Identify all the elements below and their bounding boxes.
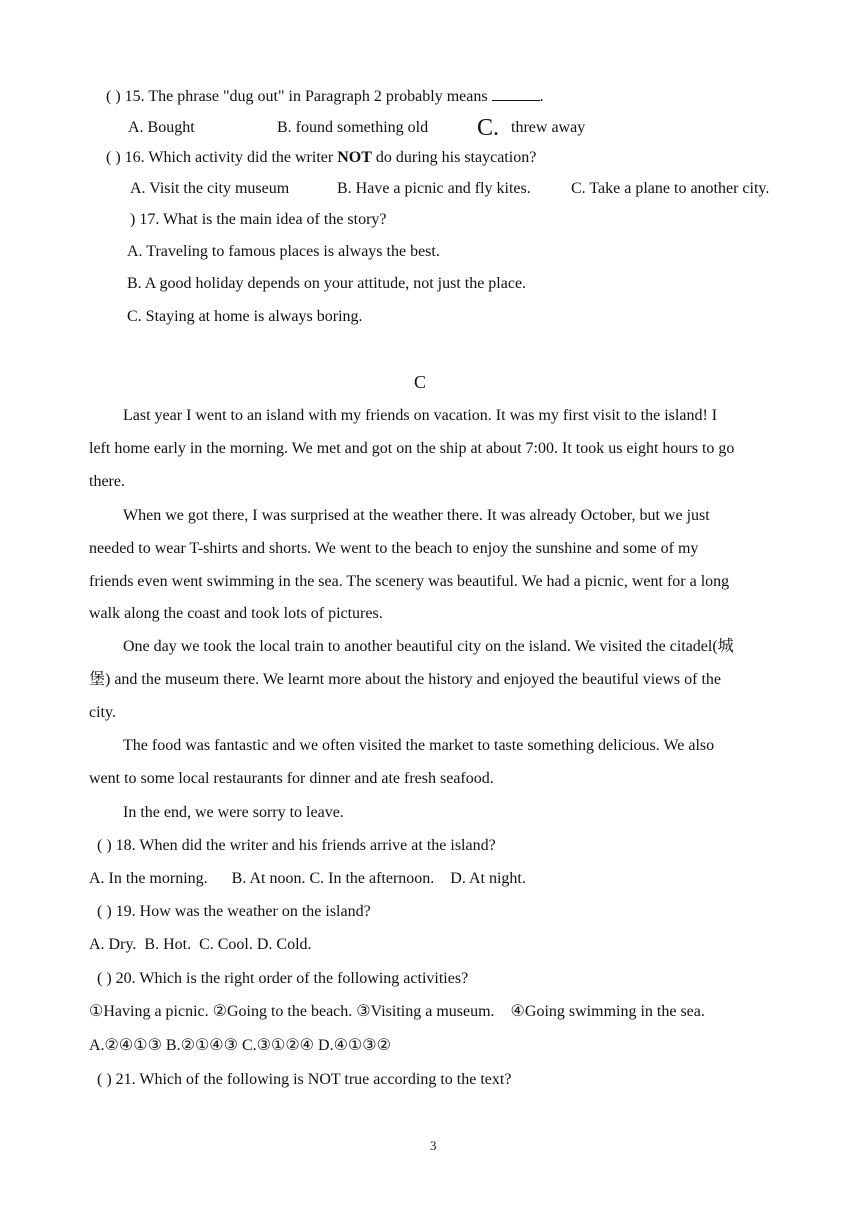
q20-options: A.②④①③ B.②①④③ C.③①②④ D.④①③② <box>89 1037 391 1054</box>
passage-line: city. <box>89 704 116 721</box>
q16-stem-text: ( ) 16. Which activity did the writer <box>106 149 338 166</box>
question-17-stem: ) 17. What is the main idea of the story? <box>130 211 387 228</box>
passage-line: went to some local restaurants for dinner and ate fresh seafood. <box>89 770 494 787</box>
question-16-stem <box>106 147 536 169</box>
question-15-stem <box>106 86 544 108</box>
q16-stem-end: do during his staycation? <box>371 149 537 166</box>
q15-stem-text: ( ) 15. The phrase "dug out" in Paragraph 2 probably means <box>106 88 492 105</box>
q15-option-c-letter: C. <box>477 115 500 141</box>
q16-not-emphasis: NOT <box>337 149 372 166</box>
q17-option-b: B. A good holiday depends on your attitude, not just the place. <box>127 275 527 292</box>
passage-line: The food was fantastic and we often visited the market to taste something delicious. We also <box>123 737 715 754</box>
q15-stem-end: . <box>539 88 544 105</box>
question-20-stem: ( ) 20. Which is the right order of the following activities? <box>97 970 469 987</box>
passage-line: friends even went swimming in the sea. The scenery was beautiful. We had a picnic, went for a long <box>89 573 730 590</box>
q15-option-a: A. Bought <box>128 119 195 136</box>
q16-option-b: B. Have a picnic and fly kites. <box>337 180 531 197</box>
page-number: 3 <box>430 1138 437 1153</box>
passage-line: In the end, we were sorry to leave. <box>123 804 344 821</box>
passage-line: walk along the coast and took lots of pictures. <box>89 605 383 622</box>
q15-option-c <box>477 114 585 139</box>
passage-line: needed to wear T-shirts and shorts. We went to the beach to enjoy the sunshine and some of my <box>89 540 699 557</box>
q18-options: A. In the morning. B. At noon. C. In the afternoon. D. At night. <box>89 870 526 887</box>
q19-options: A. Dry. B. Hot. C. Cool. D. Cold. <box>89 936 312 953</box>
q17-option-a: A. Traveling to famous places is always the best. <box>127 243 440 260</box>
q15-option-b: B. found something old <box>277 119 429 136</box>
q20-activity-list: ①Having a picnic. ②Going to the beach. ③Visiting a museum. ④Going swimming in the sea. <box>89 1003 705 1020</box>
question-21-stem: ( ) 21. Which of the following is NOT true according to the text? <box>97 1071 512 1088</box>
answer-blank <box>492 88 540 101</box>
question-19-stem: ( ) 19. How was the weather on the island? <box>97 903 371 920</box>
q17-option-c: C. Staying at home is always boring. <box>127 308 363 325</box>
section-heading: C <box>414 372 427 392</box>
passage-line: When we got there, I was surprised at the weather there. It was already October, but we just <box>123 507 710 524</box>
passage-line: there. <box>89 473 125 490</box>
passage-line: One day we took the local train to another beautiful city on the island. We visited the citadel(城 <box>123 638 734 655</box>
q16-option-a: A. Visit the city museum <box>130 180 290 197</box>
question-18-stem: ( ) 18. When did the writer and his friends arrive at the island? <box>97 837 496 854</box>
passage-line: left home early in the morning. We met and got on the ship at about 7:00. It took us eight hours to go <box>89 440 735 457</box>
q15-option-c-text: threw away <box>511 119 586 136</box>
passage-line: Last year I went to an island with my friends on vacation. It was my first visit to the island! I <box>123 407 718 424</box>
q16-option-c: C. Take a plane to another city. <box>571 180 770 197</box>
passage-line: 堡) and the museum there. We learnt more about the history and enjoyed the beautiful views of the <box>89 671 722 688</box>
